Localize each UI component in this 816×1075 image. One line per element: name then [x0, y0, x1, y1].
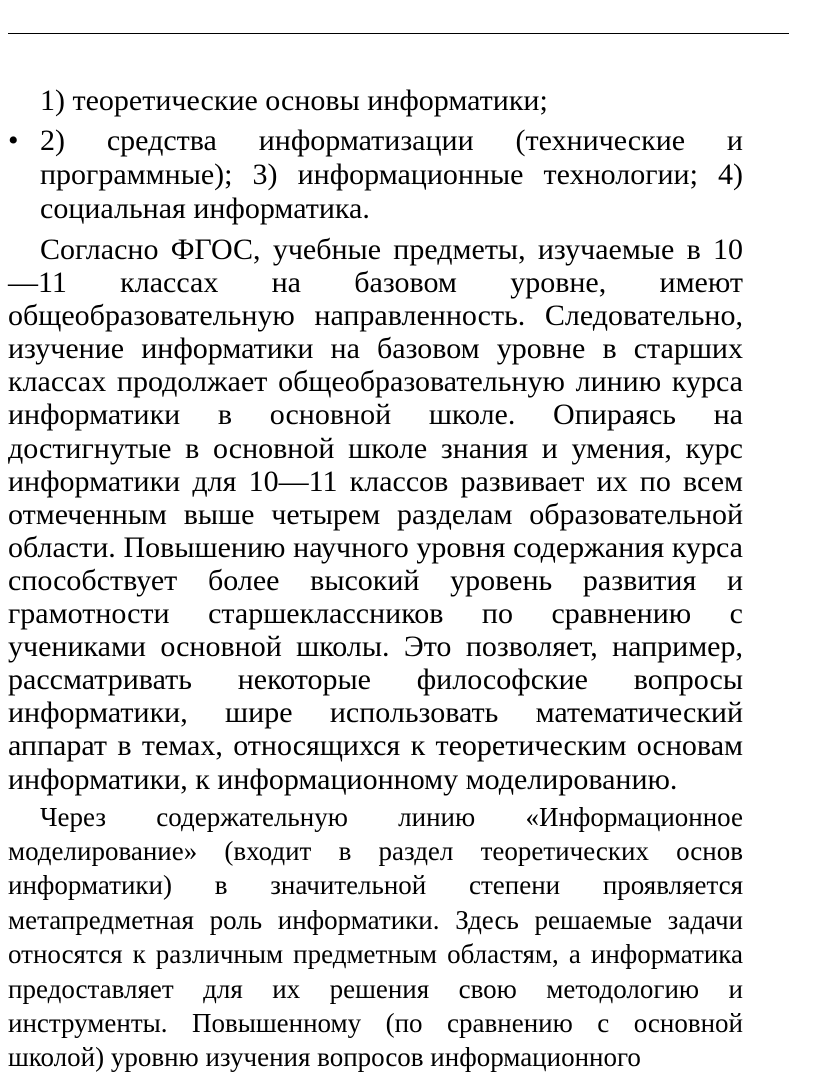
paragraph-fgos: Согласно ФГОС, учебные предметы, изучаемые в 10—11 классах на базовом уровне, имеют общеобразовательную направленность. Следовательно, изучение информатики на базовом уровне в старших классах продолжает общеобразовательную линию курса информатики в основной школе. Опираясь на достигнутые в основной школе знания и умения, курс информатики для 10—11 классов развивает их по всем отмеченным выше четырем разделам образовательной области. Повышению научного уровня содержания курса способствует более высокий уровень развития и грамотности старшеклассников по сравнению с учениками основной школы. Это позволяет, например, рассматривать некоторые философские вопросы информатики, шире использовать математический аппарат в темах, относящихся к теоретическим основам информатики, к информационному моделированию.	[8, 233, 743, 796]
bullet-icon: •	[8, 124, 19, 157]
list-item-bulleted	[8, 124, 743, 226]
top-rule	[8, 33, 789, 34]
paragraph-modeling: Через содержательную линию «Информационное моделирование» (входит в раздел теоретических основ информатики) в значительной степени проявляется метапредметная роль информатики. Здесь решаемые задачи относятся к различным предметным областям, а информатика предоставляет для их решения свою методологию и инструменты. Повышенному (по сравнению с основной школой) уровню изучения вопросов информационного	[8, 801, 743, 1073]
list-item-text: 2) средства информатизации (технические и программные); 3) информационные технологии; 4) социальная информатика.	[40, 124, 743, 225]
document-body	[8, 82, 743, 1075]
list-item-theory: 1) теоретические основы информатики;	[40, 84, 548, 117]
